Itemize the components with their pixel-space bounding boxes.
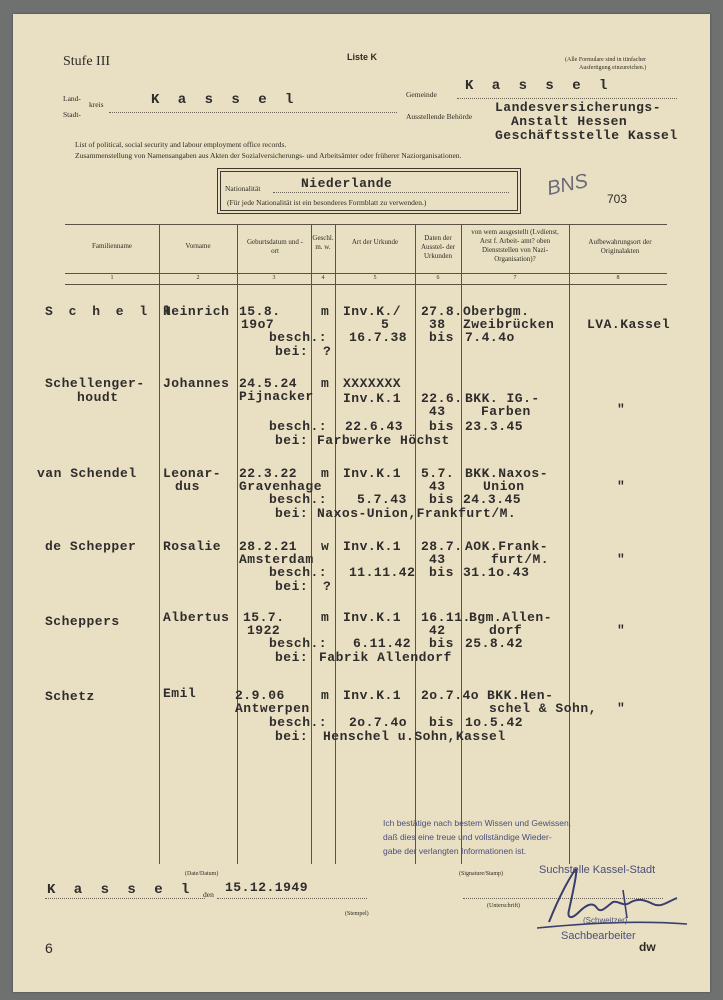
entry-bei-label: bei: xyxy=(275,433,309,448)
entry-vorname: Leonar- xyxy=(163,466,222,481)
entry-besch: 22.6.43 xyxy=(345,419,404,434)
stamp-name: (Schweitzer) xyxy=(583,916,628,925)
entry-bis-date: 23.3.45 xyxy=(465,419,524,434)
stamp-office: Suchstelle Kassel-Stadt xyxy=(539,864,656,876)
entry-von-2: Farben xyxy=(481,404,531,419)
entry-geschl: m xyxy=(321,376,330,391)
nationality-note: (Für jede Nationalität ist ein besonderes Formblatt zu verwenden.) xyxy=(227,198,427,207)
entry-von: BKK.Hen- xyxy=(487,688,554,703)
entry-name: Schellenger- xyxy=(45,376,145,391)
entry-bei: Naxos-Union,Frankfurt/M. xyxy=(317,506,517,521)
entry-geschl: m xyxy=(321,610,330,625)
col-header-2: Vorname xyxy=(185,242,211,250)
entry-geburt-2: Antwerpen xyxy=(235,701,310,716)
entry-bis-date: 24.3.45 xyxy=(463,492,522,507)
col-divider-7 xyxy=(569,224,570,864)
behoerde-line2: Anstalt Hessen xyxy=(511,114,628,129)
entry-ort: " xyxy=(617,552,626,567)
col-divider-4 xyxy=(335,224,336,864)
entry-datum: 27.8. xyxy=(421,304,463,319)
footer-place: K a s s e l xyxy=(47,882,195,898)
certification-line-2: daß dies eine treue und vollständige Wieder- xyxy=(383,832,552,842)
entry-geburt-2: Pijnacker xyxy=(239,389,314,404)
table-num-line xyxy=(65,284,667,285)
entry-vorname: Albertus xyxy=(163,610,230,625)
stempel-label: (Stempel) xyxy=(345,911,369,917)
entry-geburt: 2.9.06 xyxy=(235,688,285,703)
col-num-8: 8 xyxy=(616,275,620,281)
col-divider-5 xyxy=(415,224,416,864)
entry-bei-label: bei: xyxy=(275,729,309,744)
entry-bis: bis xyxy=(429,330,454,345)
entry-besch-label: besch.: xyxy=(269,419,328,434)
col-header-1: Familienname xyxy=(91,242,133,250)
entry-ort: " xyxy=(617,623,626,638)
entry-von: BKK. IG.- xyxy=(465,391,540,406)
entry-geschl: m xyxy=(321,688,330,703)
footer-date: 15.12.1949 xyxy=(225,880,309,895)
col-num-4: 4 xyxy=(321,275,325,281)
entry-ort: " xyxy=(617,402,626,417)
stufe-label: Stufe III xyxy=(63,54,111,69)
entry-geburt-2: 1922 xyxy=(247,623,281,638)
col-header-8: Aufbewahrungsort der Originalakten xyxy=(588,238,652,255)
entry-besch: 2o.7.4o xyxy=(349,715,408,730)
land-label: Land- xyxy=(63,94,81,103)
footer-den: den xyxy=(203,890,214,899)
entry-geburt-2: Amsterdam xyxy=(239,552,314,567)
entry-art-2: 5 xyxy=(381,317,390,332)
entry-bei-label: bei: xyxy=(275,344,309,359)
entry-name: de Schepper xyxy=(45,539,137,554)
entry-ort: LVA.Kassel xyxy=(587,317,671,332)
entry-besch-label: besch.: xyxy=(269,492,328,507)
entry-besch-label: besch.: xyxy=(269,330,328,345)
entry-art: XXXXXXX xyxy=(343,376,402,391)
liste-label: Liste K xyxy=(347,52,378,62)
col-header-3: Geburtsdatum und -ort xyxy=(247,238,303,255)
entry-geburt-2: 19o7 xyxy=(241,317,275,332)
entry-geburt: 15.8. xyxy=(239,304,281,319)
col-num-1: 1 xyxy=(110,275,114,281)
entry-von: Bgm.Allen- xyxy=(469,610,553,625)
entry-bei-label: bei: xyxy=(275,506,309,521)
entry-name-2: houdt xyxy=(77,390,119,405)
behoerde-label: Ausstellende Behörde xyxy=(406,112,473,121)
entry-vorname-2: dus xyxy=(175,479,200,494)
description-de: Zusammenstellung von Namensangaben aus Akten der Sozialversicherungs- und Arbeitsämter oder früherer Naziorganisationen. xyxy=(75,151,462,160)
nationality-underline xyxy=(273,192,509,193)
entry-art: Inv.K.1 xyxy=(343,539,402,554)
entry-datum: 2o.7.4o xyxy=(421,688,480,703)
entry-bei: Fabrik Allendorf xyxy=(319,650,452,665)
entry-bis-date: 31.1o.43 xyxy=(463,565,530,580)
entry-von-2: Zweibrücken xyxy=(463,317,555,332)
col-header-6: Daten der Ausstel- der Urkunden xyxy=(420,234,456,260)
entry-datum-2: 43 xyxy=(429,552,446,567)
entry-geschl: w xyxy=(321,539,330,554)
entry-bis-date: 7.4.4o xyxy=(465,330,515,345)
initials: dw xyxy=(639,940,656,954)
entry-vorname: Johannes xyxy=(163,376,230,391)
entry-datum: 28.7. xyxy=(421,539,463,554)
entry-datum: 16.11. xyxy=(421,610,471,625)
entry-bis: bis xyxy=(429,565,454,580)
entry-bei: ? xyxy=(323,579,332,594)
nationality-label: Nationalität xyxy=(225,184,261,193)
col-divider-1 xyxy=(159,224,160,864)
kreis-underline xyxy=(109,112,397,113)
form-note-2: Ausfertigung einzureichen.) xyxy=(579,65,647,71)
entry-besch: 6.11.42 xyxy=(353,636,412,651)
entry-geburt: 28.2.21 xyxy=(239,539,298,554)
entry-datum-2: 43 xyxy=(429,404,446,419)
col-header-7: von wem ausgestellt (Lvdienst, Arst f. Arbeit- amt? oben Dienststellen von Nazi-Organisation)? xyxy=(471,228,559,263)
entry-name: van Schendel xyxy=(37,466,137,481)
date-underline xyxy=(217,898,367,899)
certification-line-3: gabe der verlangten Informationen ist. xyxy=(383,846,527,856)
entry-bei-label: bei: xyxy=(275,579,309,594)
col-header-4: Geschl. m. w. xyxy=(312,234,334,251)
table-head-line xyxy=(65,273,667,274)
entry-besch: 16.7.38 xyxy=(349,330,408,345)
entry-datum-2: 42 xyxy=(429,623,446,638)
col-divider-2 xyxy=(237,224,238,864)
entry-vorname: Emil xyxy=(163,686,197,701)
entry-von: BKK.Naxos- xyxy=(465,466,549,481)
entry-bis-date: 25.8.42 xyxy=(465,636,524,651)
entry-von-2: schel & Sohn, xyxy=(489,701,597,716)
stamp-role: Sachbearbeiter xyxy=(561,930,636,942)
entry-datum-2: 43 xyxy=(429,479,446,494)
entry-art: Inv.K.1 xyxy=(343,466,402,481)
col-num-2: 2 xyxy=(196,275,200,281)
place-underline xyxy=(45,898,205,899)
behoerde-line1: Landesversicherungs- xyxy=(495,100,662,115)
entry-ort: " xyxy=(617,701,626,716)
col-num-5: 5 xyxy=(373,275,377,281)
col-num-3: 3 xyxy=(272,275,276,281)
nationality-value: Niederlande xyxy=(301,176,393,191)
certification-line-1: Ich bestätige nach bestem Wissen und Gewissen, xyxy=(383,818,572,828)
entry-art: Inv.K.1 xyxy=(343,610,402,625)
entry-bis-date: 1o.5.42 xyxy=(465,715,524,730)
entry-besch-label: besch.: xyxy=(269,565,328,580)
handwritten-code: BNS xyxy=(545,169,590,201)
entry-geburt: 22.3.22 xyxy=(239,466,298,481)
stadt-label: Stadt- xyxy=(63,110,81,119)
entry-von: AOK.Frank- xyxy=(465,539,549,554)
entry-ort: " xyxy=(617,479,626,494)
entry-von-2: Union xyxy=(483,479,525,494)
form-note-1: (Alle Formulare sind in ttinfacher xyxy=(565,57,646,63)
entry-geburt: 24.5.24 xyxy=(239,376,298,391)
entry-bis: bis xyxy=(429,636,454,651)
kreis-value: K a s s e l xyxy=(151,92,299,108)
entry-name: Scheppers xyxy=(45,614,120,629)
gemeinde-value: K a s s e l xyxy=(465,78,613,94)
document-sheet xyxy=(13,14,710,992)
entry-geburt-2: Gravenhage xyxy=(239,479,323,494)
entry-art: Inv.K.1 xyxy=(343,688,402,703)
kreis-label: kreis xyxy=(89,100,104,109)
entry-datum: 5.7. xyxy=(421,466,455,481)
signature-label: (Signature/Stamp) xyxy=(459,871,503,877)
entry-bis: bis xyxy=(429,715,454,730)
entry-bei: ? xyxy=(323,344,332,359)
entry-bei: Farbwerke Höchst xyxy=(317,433,450,448)
entry-geburt: 15.7. xyxy=(243,610,285,625)
entry-von-2: dorf xyxy=(489,623,523,638)
behoerde-line3: Geschäftsstelle Kassel xyxy=(495,128,678,143)
col-header-5: Art der Urkunde xyxy=(351,238,399,246)
gemeinde-label: Gemeinde xyxy=(406,90,437,99)
entry-datum-2: 38 xyxy=(429,317,446,332)
col-num-6: 6 xyxy=(436,275,440,281)
entry-bis: bis xyxy=(429,492,454,507)
entry-bis: bis xyxy=(429,419,454,434)
entry-besch-label: besch.: xyxy=(269,636,328,651)
nationality-box xyxy=(217,168,521,214)
page-code: 703 xyxy=(607,192,628,206)
entry-vorname: Heinrich xyxy=(163,304,230,319)
table-top-line xyxy=(65,224,667,225)
entry-art-2: Inv.K.1 xyxy=(343,391,402,406)
unterschrift-label: (Unterschrift) xyxy=(487,903,520,909)
date-label: (Date/Datum) xyxy=(185,871,219,877)
entry-besch-label: besch.: xyxy=(269,715,328,730)
col-num-7: 7 xyxy=(513,275,517,281)
entry-von: Oberbgm. xyxy=(463,304,530,319)
page-number: 6 xyxy=(45,940,53,956)
description-en: List of political, social security and labour employment office records. xyxy=(75,140,287,149)
entry-datum: 22.6. xyxy=(421,391,463,406)
entry-geschl: m xyxy=(321,466,330,481)
entry-bei: Henschel u.Sohn,Kassel xyxy=(323,729,506,744)
col-divider-3 xyxy=(311,224,312,864)
entry-besch: 5.7.43 xyxy=(357,492,407,507)
gemeinde-underline xyxy=(457,98,677,99)
entry-name: Schetz xyxy=(45,689,95,704)
entry-art: Inv.K./ xyxy=(343,304,402,319)
entry-besch: 11.11.42 xyxy=(349,565,416,580)
entry-name: S c h e l l xyxy=(45,304,175,319)
entry-vorname: Rosalie xyxy=(163,539,222,554)
entry-geschl: m xyxy=(321,304,330,319)
entry-von-2: furt/M. xyxy=(491,552,550,567)
entry-bei-label: bei: xyxy=(275,650,309,665)
